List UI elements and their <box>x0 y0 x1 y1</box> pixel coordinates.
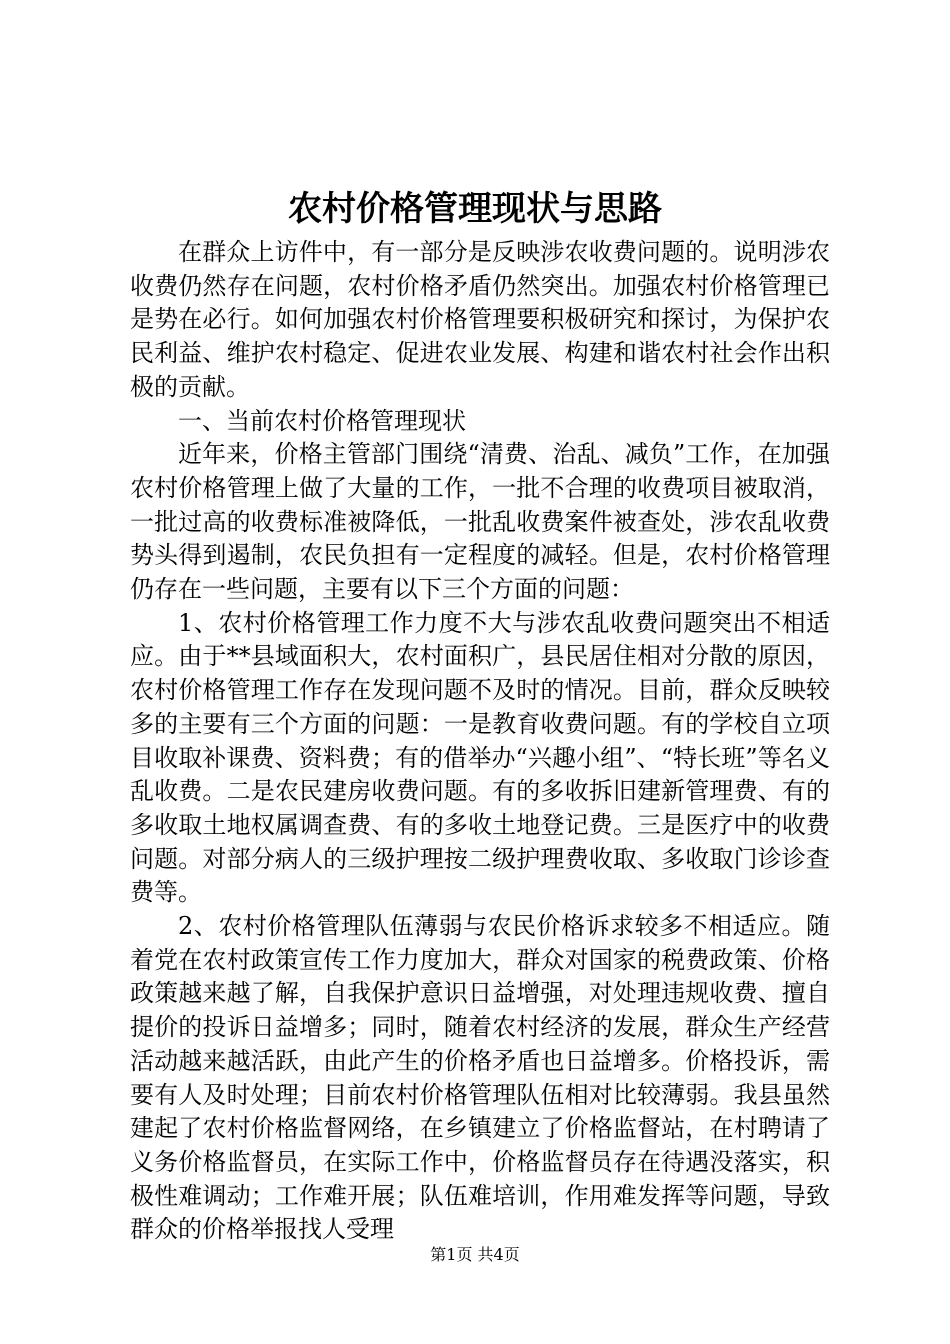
document-title: 农村价格管理现状与思路 <box>288 189 662 229</box>
paragraph-intro: 在群众上访件中，有一部分是反映涉农收费问题的。说明涉农收费仍然存在问题，农村价格矛盾仍然突出。加强农村价格管理已是势在必行。如何加强农村价格管理要积极研究和探讨，为保护农民利益、维护农村稳定、促进农业发展、构建和谐农村社会作出积极的贡献。 <box>130 238 830 401</box>
paragraph-current-status: 近年来，价格主管部门围绕“清费、治乱、减负”工作，在加强农村价格管理上做了大量的工作，一批不合理的收费项目被取消，一批过高的收费标准被降低，一批乱收费案件被查处，涉农乱收费势头得到遏制，农民负担有一定程度的减轻。但是，农村价格管理仍存在一些问题，主要有以下三个方面的问题： <box>130 440 830 604</box>
section-heading: 一、当前农村价格管理现状 <box>178 406 466 435</box>
paragraph-problem-2: 2、农村价格管理队伍薄弱与农民价格诉求较多不相适应。随着党在农村政策宣传工作力度加大，群众对国家的税费政策、价格政策越来越了解，自我保护意识日益增强，对处理违规收费、擅自提价的投诉日益增多；同时，随着农村经济的发展，群众生产经营活动越来越活跃，由此产生的价格矛盾也日益增多。价格投诉，需要有人及时处理；目前农村价格管理队伍相对比较薄弱。我县虽然建起了农村价格监督网络，在乡镇建立了价格监督站，在村聘请了义务价格监督员，在实际工作中，价格监督员存在待遇没落实，积极性难调动；工作难开展；队伍难培训，作用难发挥等问题，导致群众的价格举报找人受理 <box>130 912 830 1244</box>
paragraph-problem-1: 1、农村价格管理工作力度不大与涉农乱收费问题突出不相适应。由于**县域面积大，农村面积广，县民居住相对分散的原因，农村价格管理工作存在发现问题不及时的情况。目前，群众反映较多的主要有三个方面的问题：一是教育收费问题。有的学校自立项目收取补课费、资料费；有的借举办“兴趣小组”、“特长班”等名义乱收费。二是农民建房收费问题。有的多收拆旧建新管理费、有的多收取土地权属调查费、有的多收土地登记费。三是医疗中的收费问题。对部分病人的三级护理按二级护理费收取、多收取门诊诊查费等。 <box>130 608 830 907</box>
page-footer: 第1页 共4页 <box>430 1245 520 1264</box>
document-body <box>130 236 830 1247</box>
